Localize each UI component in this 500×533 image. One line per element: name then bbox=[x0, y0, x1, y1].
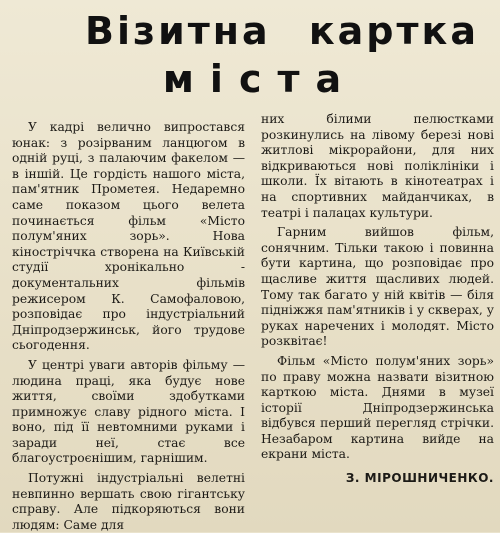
paragraph: У кадрі велично випростався юнак: з розірваним ланцюгом в одній руці, з палаючим факелом — в іншій. Це гордість нашого міста, пам'ятник Прометея. Недаремно саме показом цього велета починається фільм «Місто полум'яних зорь». Нова кіностріччка створена на Київській студії хронікально - документальних фільмів режисером К. Самофаловою, розповідає про індустріальний Дніпродзержинськ, його трудове сьогодення. bbox=[12, 120, 245, 353]
article-body bbox=[12, 112, 494, 532]
article-column-right bbox=[261, 112, 494, 532]
article-headline bbox=[8, 9, 492, 101]
headline-line-1: Візитна картка bbox=[85, 9, 479, 53]
article-column-left bbox=[12, 120, 245, 532]
paragraph: Фільм «Місто полум'яних зорь» по праву можна назвати візитною карткою міста. Днями в музеї історії Дніпродзержинська відбувся перший перегляд стрічки. Незабаром картина вийде на екрани міста. bbox=[261, 353, 494, 462]
paragraph: них білими пелюстками розкинулись на лівому березі нові житлові мікрорайони, для них відкриваються нові поліклініки і школи. Їх вітають в кінотеатрах і на спортивних майданчиках, в театрі і палацах культури. bbox=[261, 112, 494, 220]
paragraph: Потужні індустріальні велетні невпинно вершать свою гігантську справу. Але підкоряються вони людям: Саме для bbox=[12, 471, 245, 532]
headline-line-2: міста bbox=[162, 57, 358, 101]
paragraph: Гарним вийшов фільм, сонячним. Тільки такою і повинна бути картина, що розповідає про щасливе життя щасливих людей. Тому так багато у ній квітів — біля підніжжя пам'ятників і у скверах, у руках наречених і молодят. Місто розквітає! bbox=[261, 225, 494, 349]
author-signature: З. МІРОШНИЧЕНКО. bbox=[345, 471, 494, 486]
paragraph: У центрі уваги авторів фільму — людина праці, яка будує нове життя, своїми здобутками примножує славу рідного міста. І воно, під її невтомними руками і заради неї, стає все благоустроєнішим, гарнішим. bbox=[12, 357, 245, 466]
